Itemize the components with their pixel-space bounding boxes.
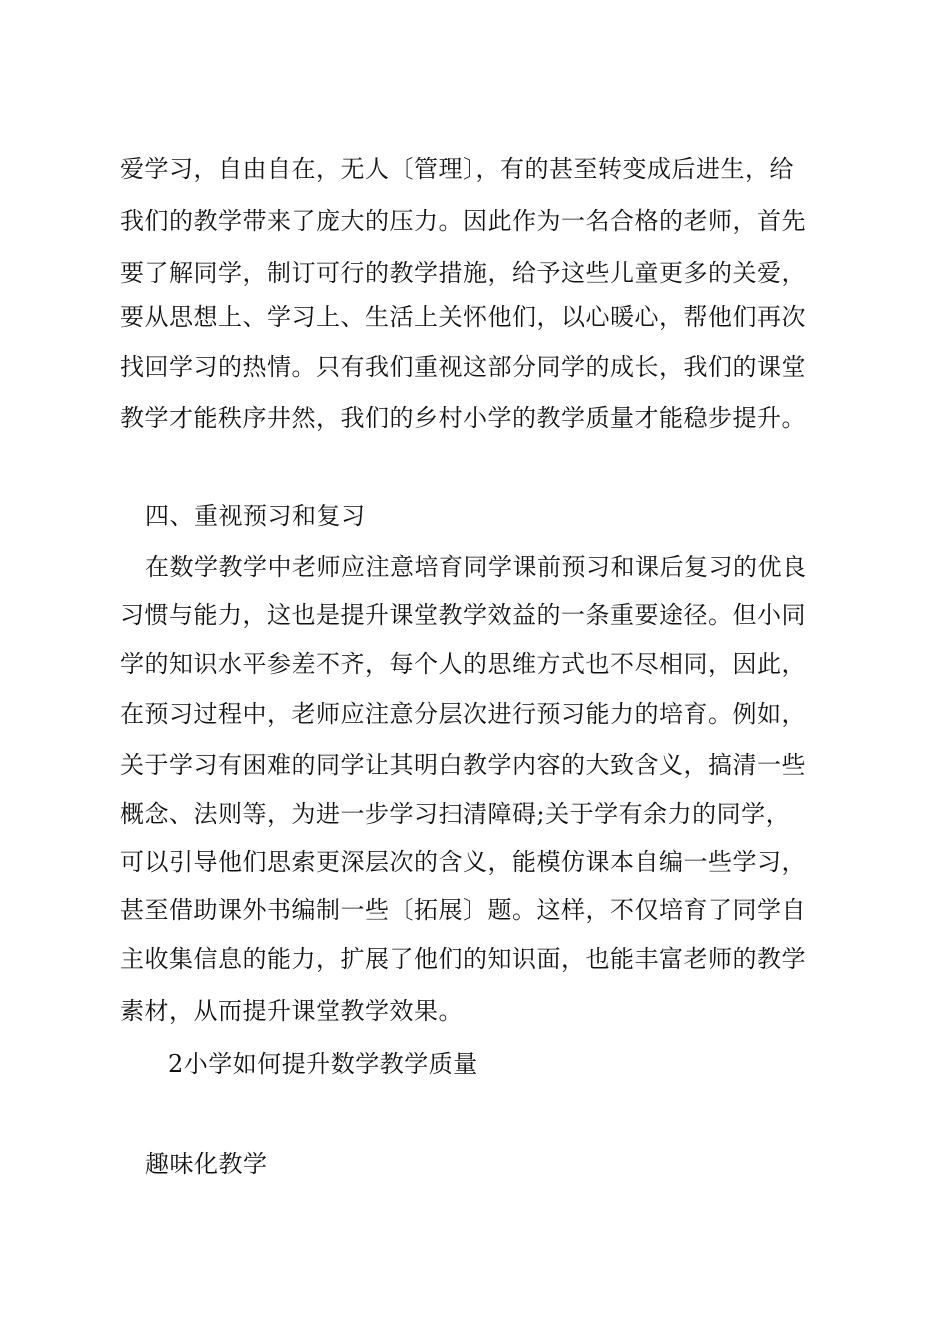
paragraph-line: 要从思想上、学习上、生活上关怀他们，以心暖心，帮他们再次: [120, 303, 806, 331]
paragraph-line: 我们的教学带来了庞大的压力。因此作为一名合格的老师，首先: [120, 207, 806, 235]
paragraph-line: 习惯与能力，这也是提升课堂教学效益的一条重要途径。但小同: [120, 601, 806, 629]
paragraph-line: 概念、法则等，为进一步学习扫清障碍;关于学有余力的同学，: [120, 800, 791, 828]
subheading: 趣味化教学: [145, 1150, 268, 1178]
paragraph-line: 素材，从而提升课堂教学效果。: [120, 997, 463, 1025]
paragraph-line: 关于学习有困难的同学让其明白教学内容的大致含义，搞清一些: [120, 751, 806, 779]
paragraph-line: 要了解同学，制订可行的教学措施，给予这些儿童更多的关爱，: [120, 259, 806, 287]
section-heading: 四、重视预习和复习: [145, 502, 366, 530]
paragraph-line: 主收集信息的能力，扩展了他们的知识面，也能丰富老师的教学: [120, 945, 806, 973]
paragraph-line: 在数学教学中老师应注意培育同学课前预习和课后复习的优良: [145, 553, 807, 581]
paragraph-line: 可以引导他们思索更深层次的含义，能模仿课本自编一些学习，: [120, 848, 806, 876]
paragraph-line: 爱学习，自由自在，无人〔管理〕，有的甚至转变成后进生，给: [120, 155, 794, 183]
paragraph-line: 在预习过程中，老师应注意分层次进行预习能力的培育。例如，: [120, 700, 806, 728]
paragraph-line: 找回学习的热情。只有我们重视这部分同学的成长，我们的课堂: [120, 353, 806, 381]
paragraph-line: 甚至借助课外书编制一些〔拓展〕题。这样，不仅培育了同学自: [120, 896, 806, 924]
paragraph-line: 学的知识水平参差不齐，每个人的思维方式也不尽相同，因此，: [120, 650, 806, 678]
section-title: 2小学如何提升数学教学质量: [168, 1050, 478, 1078]
paragraph-line: 教学才能秩序井然，我们的乡村小学的教学质量才能稳步提升。: [120, 404, 806, 432]
